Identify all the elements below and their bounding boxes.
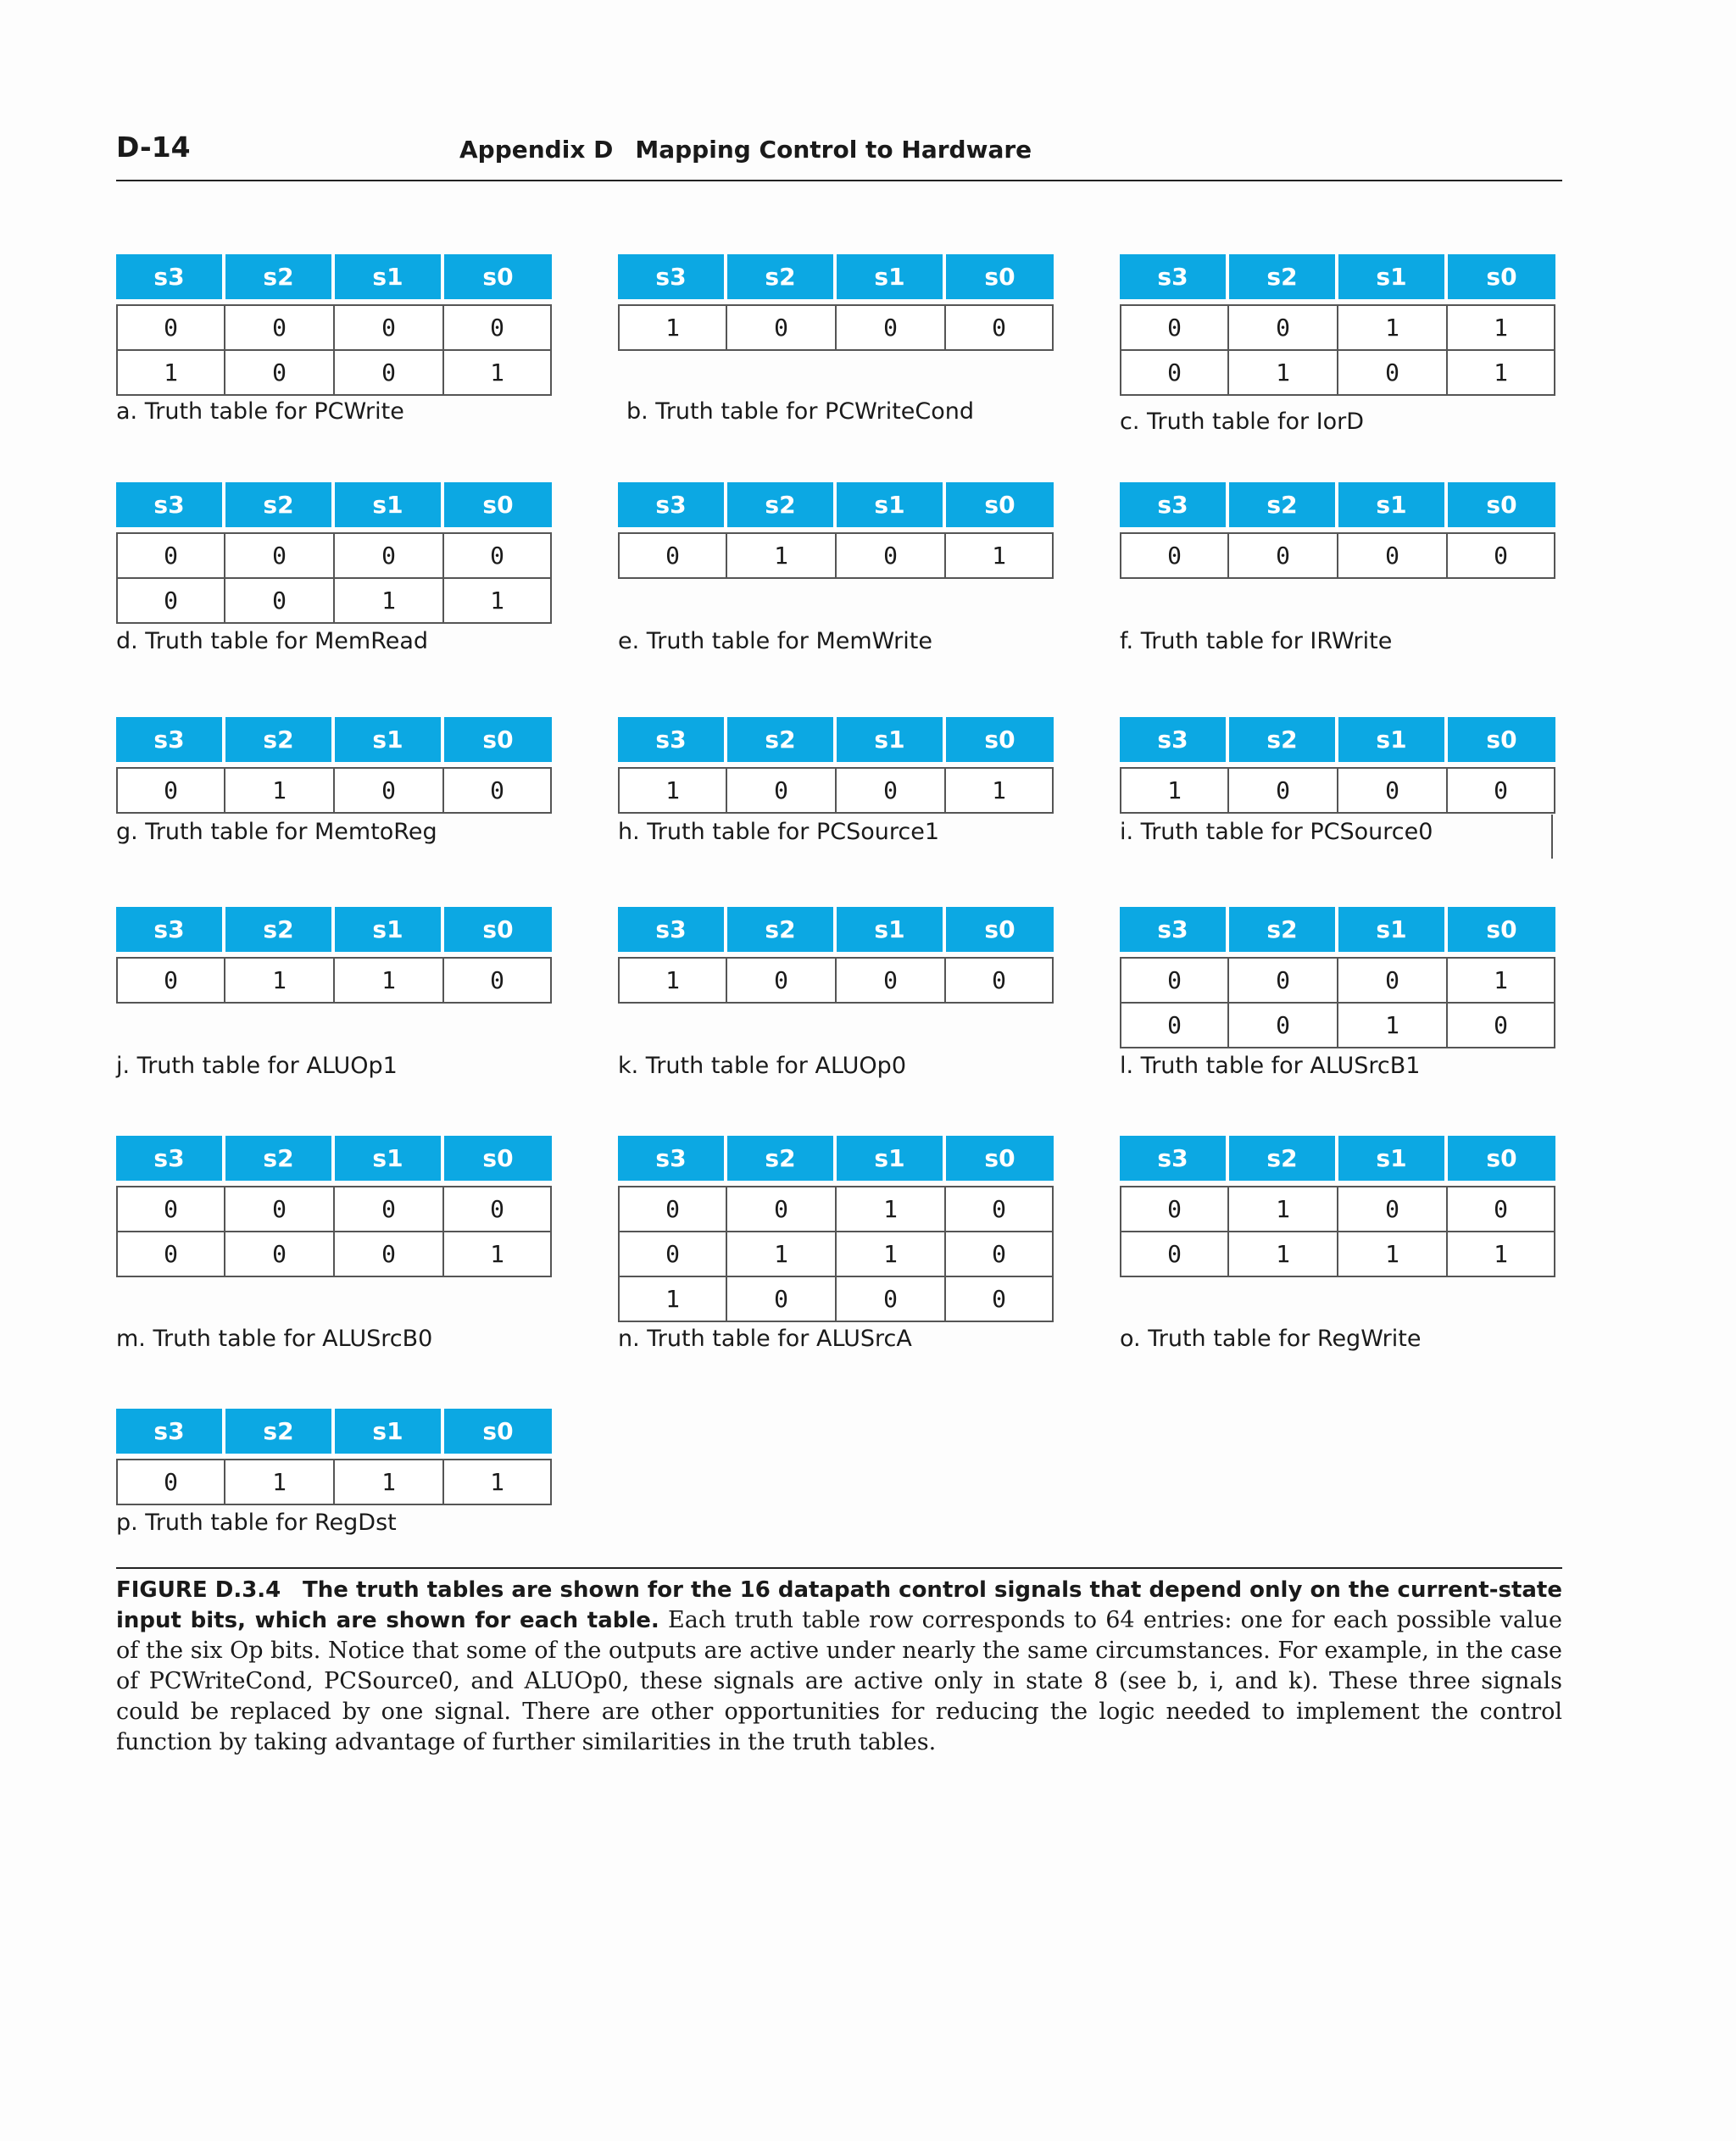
table-cell: 1 <box>618 767 727 814</box>
table-cell: 0 <box>116 304 225 351</box>
figure-label: FIGURE D.3.4 <box>116 1577 281 1603</box>
truth-table-p <box>116 1409 552 1505</box>
table-cell: 0 <box>1448 532 1555 579</box>
table-cell: 0 <box>946 1232 1054 1277</box>
column-header: s1 <box>335 717 444 767</box>
table-cell: 1 <box>1448 1232 1555 1277</box>
table-caption-b: b. Truth table for PCWriteCond <box>626 398 975 425</box>
column-header: s1 <box>837 482 946 532</box>
table-cell: 0 <box>1120 957 1229 1004</box>
column-header: s0 <box>444 482 552 532</box>
column-header: s3 <box>618 907 727 957</box>
table-row <box>116 1459 552 1505</box>
column-header: s3 <box>618 482 727 532</box>
figure-rule <box>116 1567 1562 1569</box>
table-cell: 0 <box>335 1186 444 1232</box>
truth-table-i <box>1120 717 1555 814</box>
table-row <box>1120 351 1555 396</box>
column-header: s0 <box>444 907 552 957</box>
truth-table-e <box>618 482 1054 579</box>
table-cell: 0 <box>837 767 946 814</box>
column-header: s2 <box>727 1136 837 1186</box>
table-cell: 0 <box>727 957 837 1004</box>
table-cell: 0 <box>335 304 444 351</box>
column-header: s2 <box>225 482 335 532</box>
table-cell: 1 <box>335 1459 444 1505</box>
truth-table-o <box>1120 1136 1555 1277</box>
table-caption-d: d. Truth table for MemRead <box>116 628 429 654</box>
table-cell: 1 <box>116 351 225 396</box>
column-header: s0 <box>1448 717 1555 767</box>
table-cell: 1 <box>225 957 335 1004</box>
table-cell: 1 <box>1229 1186 1338 1232</box>
table-cell: 1 <box>618 304 727 351</box>
table-cell: 1 <box>1448 304 1555 351</box>
column-header: s0 <box>444 1136 552 1186</box>
table-cell: 1 <box>1338 1232 1448 1277</box>
table-cell: 0 <box>727 1186 837 1232</box>
table-cell: 1 <box>946 532 1054 579</box>
column-header: s1 <box>837 1136 946 1186</box>
table-cell: 0 <box>444 767 552 814</box>
table-cell: 0 <box>946 1277 1054 1322</box>
column-header: s1 <box>1338 907 1448 957</box>
column-header: s0 <box>946 1136 1054 1186</box>
column-header: s0 <box>444 717 552 767</box>
table-row <box>618 957 1054 1004</box>
table-caption-i: i. Truth table for PCSource0 <box>1120 819 1433 845</box>
column-header: s2 <box>727 907 837 957</box>
table-cell: 1 <box>335 579 444 624</box>
table-caption-k: k. Truth table for ALUOp0 <box>618 1053 906 1079</box>
table-row <box>1120 767 1555 814</box>
table-caption-a: a. Truth table for PCWrite <box>116 398 404 425</box>
column-header: s1 <box>335 254 444 304</box>
column-header: s2 <box>225 907 335 957</box>
table-cell: 1 <box>1448 351 1555 396</box>
column-header: s2 <box>1229 482 1338 532</box>
table-cell: 0 <box>1120 351 1229 396</box>
table-cell: 0 <box>1338 957 1448 1004</box>
table-row <box>116 579 552 624</box>
figure-bold-text: The truth tables are shown for the 16 datapath control signals that depend only on the current-state input bits, which are shown for each table. <box>116 1577 1562 1633</box>
table-caption-o: o. Truth table for RegWrite <box>1120 1326 1422 1352</box>
table-cell: 0 <box>837 957 946 1004</box>
table-cell: 1 <box>1229 351 1338 396</box>
column-header: s3 <box>116 1409 225 1459</box>
table-cell: 0 <box>444 532 552 579</box>
column-header: s1 <box>335 1409 444 1459</box>
column-header: s0 <box>444 1409 552 1459</box>
table-cell: 0 <box>1229 1004 1338 1048</box>
table-cell: 0 <box>225 532 335 579</box>
column-header: s2 <box>225 717 335 767</box>
column-header: s2 <box>1229 254 1338 304</box>
table-cell: 0 <box>116 1186 225 1232</box>
truth-table-d <box>116 482 552 624</box>
table-caption-f: f. Truth table for IRWrite <box>1120 628 1393 654</box>
table-row <box>116 1232 552 1277</box>
table-cell: 1 <box>444 1459 552 1505</box>
table-cell: 1 <box>618 1277 727 1322</box>
truth-table-m <box>116 1136 552 1277</box>
table-cell: 0 <box>1448 767 1555 814</box>
table-row <box>1120 304 1555 351</box>
column-header: s0 <box>1448 1136 1555 1186</box>
table-row <box>116 351 552 396</box>
table-cell: 0 <box>1229 767 1338 814</box>
table-cell: 0 <box>837 532 946 579</box>
table-cell: 0 <box>444 957 552 1004</box>
table-cell: 0 <box>335 1232 444 1277</box>
table-cell: 0 <box>1338 532 1448 579</box>
column-header: s0 <box>946 254 1054 304</box>
running-head <box>459 136 1032 164</box>
column-header: s3 <box>116 907 225 957</box>
table-cell: 0 <box>116 579 225 624</box>
table-cell: 0 <box>727 304 837 351</box>
table-cell: 0 <box>335 767 444 814</box>
header-rule <box>116 180 1562 181</box>
table-caption-n: n. Truth table for ALUSrcA <box>618 1326 912 1352</box>
table-cell: 1 <box>837 1232 946 1277</box>
table-cell: 0 <box>618 1186 727 1232</box>
table-cell: 1 <box>618 957 727 1004</box>
column-header: s2 <box>1229 1136 1338 1186</box>
table-cell: 0 <box>116 767 225 814</box>
figure-body-text: Each truth table row corresponds to 64 entries: one for each possible value of the six Op bits. Notice that some of the outputs are active under nearly the same circumstances. For example, in the case of PCWriteCond, PCSource0, and ALUOp0, these signals are active only in state 8 (see b, i, and k). These three signals could be replaced by one signal. There are other opportunities for reducing the logic needed to implement the control function by taking advantage of further similarities in the truth tables. <box>116 1607 1562 1755</box>
column-header: s0 <box>946 717 1054 767</box>
table-cell: 0 <box>946 957 1054 1004</box>
table-cell: 1 <box>727 1232 837 1277</box>
column-header: s3 <box>116 254 225 304</box>
table-cell: 0 <box>116 1459 225 1505</box>
table-cell: 0 <box>1120 1232 1229 1277</box>
column-header: s2 <box>225 1136 335 1186</box>
truth-table-a <box>116 254 552 396</box>
column-header: s0 <box>444 254 552 304</box>
truth-table-g <box>116 717 552 814</box>
truth-table-b <box>618 254 1054 351</box>
table-cell: 0 <box>116 1232 225 1277</box>
table-cell: 1 <box>727 532 837 579</box>
table-cell: 1 <box>1120 767 1229 814</box>
column-header: s0 <box>1448 254 1555 304</box>
column-header: s3 <box>1120 1136 1229 1186</box>
table-cell: 0 <box>225 1186 335 1232</box>
table-cell: 0 <box>116 957 225 1004</box>
table-caption-l: l. Truth table for ALUSrcB1 <box>1120 1053 1421 1079</box>
table-row <box>1120 1186 1555 1232</box>
table-cell: 0 <box>727 1277 837 1322</box>
table-cell: 0 <box>444 1186 552 1232</box>
column-header: s1 <box>335 1136 444 1186</box>
column-header: s0 <box>946 482 1054 532</box>
table-cell: 0 <box>444 304 552 351</box>
table-cell: 0 <box>1120 532 1229 579</box>
table-row <box>618 1232 1054 1277</box>
column-header: s1 <box>837 907 946 957</box>
table-caption-e: e. Truth table for MemWrite <box>618 628 932 654</box>
column-header: s3 <box>1120 717 1229 767</box>
truth-table-k <box>618 907 1054 1004</box>
truth-table-n <box>618 1136 1054 1322</box>
table-cell: 0 <box>727 767 837 814</box>
truth-table-c <box>1120 254 1555 396</box>
table-cell: 0 <box>946 1186 1054 1232</box>
column-header: s0 <box>1448 907 1555 957</box>
table-cell: 1 <box>444 1232 552 1277</box>
column-header: s1 <box>1338 1136 1448 1186</box>
column-header: s3 <box>618 254 727 304</box>
table-cell: 0 <box>335 351 444 396</box>
table-cell: 1 <box>225 767 335 814</box>
column-header: s3 <box>618 1136 727 1186</box>
truth-table-l <box>1120 907 1555 1048</box>
table-cell: 1 <box>1338 1004 1448 1048</box>
table-caption-h: h. Truth table for PCSource1 <box>618 819 940 845</box>
table-row <box>618 532 1054 579</box>
column-header: s3 <box>1120 254 1229 304</box>
column-header: s1 <box>837 254 946 304</box>
table-caption-c: c. Truth table for IorD <box>1120 409 1365 435</box>
table-cell: 0 <box>1448 1186 1555 1232</box>
chapter-title: Mapping Control to Hardware <box>635 136 1032 164</box>
table-cell: 0 <box>1338 351 1448 396</box>
column-header: s2 <box>225 254 335 304</box>
column-header: s2 <box>727 254 837 304</box>
column-header: s1 <box>1338 482 1448 532</box>
table-row <box>618 304 1054 351</box>
column-header: s1 <box>837 717 946 767</box>
table-cell: 0 <box>225 579 335 624</box>
column-header: s2 <box>225 1409 335 1459</box>
figure-caption <box>116 1575 1562 1758</box>
table-caption-m: m. Truth table for ALUSrcB0 <box>116 1326 433 1352</box>
table-cell: 0 <box>225 1232 335 1277</box>
table-cell: 0 <box>837 1277 946 1322</box>
truth-table-j <box>116 907 552 1004</box>
column-header: s3 <box>1120 907 1229 957</box>
table-cell: 0 <box>1338 1186 1448 1232</box>
table-row <box>1120 1004 1555 1048</box>
table-cell: 1 <box>1338 304 1448 351</box>
table-row <box>618 1186 1054 1232</box>
column-header: s2 <box>1229 907 1338 957</box>
column-header: s2 <box>727 717 837 767</box>
table-row <box>618 767 1054 814</box>
table-cell: 0 <box>946 304 1054 351</box>
table-cell: 0 <box>1120 1186 1229 1232</box>
table-cell: 0 <box>335 532 444 579</box>
table-row <box>116 957 552 1004</box>
column-header: s3 <box>116 717 225 767</box>
table-cell: 1 <box>335 957 444 1004</box>
table-row <box>116 304 552 351</box>
table-row <box>116 1186 552 1232</box>
page-number: D-14 <box>116 131 191 164</box>
column-header: s1 <box>335 907 444 957</box>
table-cell: 0 <box>1229 304 1338 351</box>
column-header: s3 <box>618 717 727 767</box>
table-row <box>116 532 552 579</box>
column-header: s3 <box>116 1136 225 1186</box>
table-cell: 0 <box>225 304 335 351</box>
table-cell: 0 <box>1120 304 1229 351</box>
table-cell: 0 <box>1120 1004 1229 1048</box>
column-header: s2 <box>1229 717 1338 767</box>
column-header: s3 <box>116 482 225 532</box>
table-cell: 1 <box>444 579 552 624</box>
table-cell: 1 <box>1229 1232 1338 1277</box>
table-row <box>1120 532 1555 579</box>
column-header: s1 <box>335 482 444 532</box>
table-cell: 0 <box>1448 1004 1555 1048</box>
truth-table-h <box>618 717 1054 814</box>
table-cell: 1 <box>1448 957 1555 1004</box>
table-cell: 1 <box>225 1459 335 1505</box>
table-cell: 0 <box>618 532 727 579</box>
column-header: s1 <box>1338 254 1448 304</box>
table-caption-j: j. Truth table for ALUOp1 <box>116 1053 398 1079</box>
table-row <box>1120 957 1555 1004</box>
column-header: s1 <box>1338 717 1448 767</box>
table-cell: 1 <box>837 1186 946 1232</box>
table-row <box>1120 1232 1555 1277</box>
table-cell: 1 <box>946 767 1054 814</box>
table-cell: 1 <box>444 351 552 396</box>
table-cell: 0 <box>225 351 335 396</box>
table-row <box>116 767 552 814</box>
table-row <box>618 1277 1054 1322</box>
table-cell: 0 <box>1338 767 1448 814</box>
truth-table-f <box>1120 482 1555 579</box>
table-caption-g: g. Truth table for MemtoReg <box>116 819 437 845</box>
table-cell: 0 <box>1229 957 1338 1004</box>
table-cell: 0 <box>1229 532 1338 579</box>
column-header: s3 <box>1120 482 1229 532</box>
table-caption-p: p. Truth table for RegDst <box>116 1510 397 1536</box>
table-cell: 0 <box>116 532 225 579</box>
column-header: s2 <box>727 482 837 532</box>
table-cell: 0 <box>618 1232 727 1277</box>
table-cell: 0 <box>837 304 946 351</box>
column-header: s0 <box>946 907 1054 957</box>
table-edge-line <box>1551 815 1553 859</box>
appendix-label: Appendix D <box>459 136 614 164</box>
column-header: s0 <box>1448 482 1555 532</box>
